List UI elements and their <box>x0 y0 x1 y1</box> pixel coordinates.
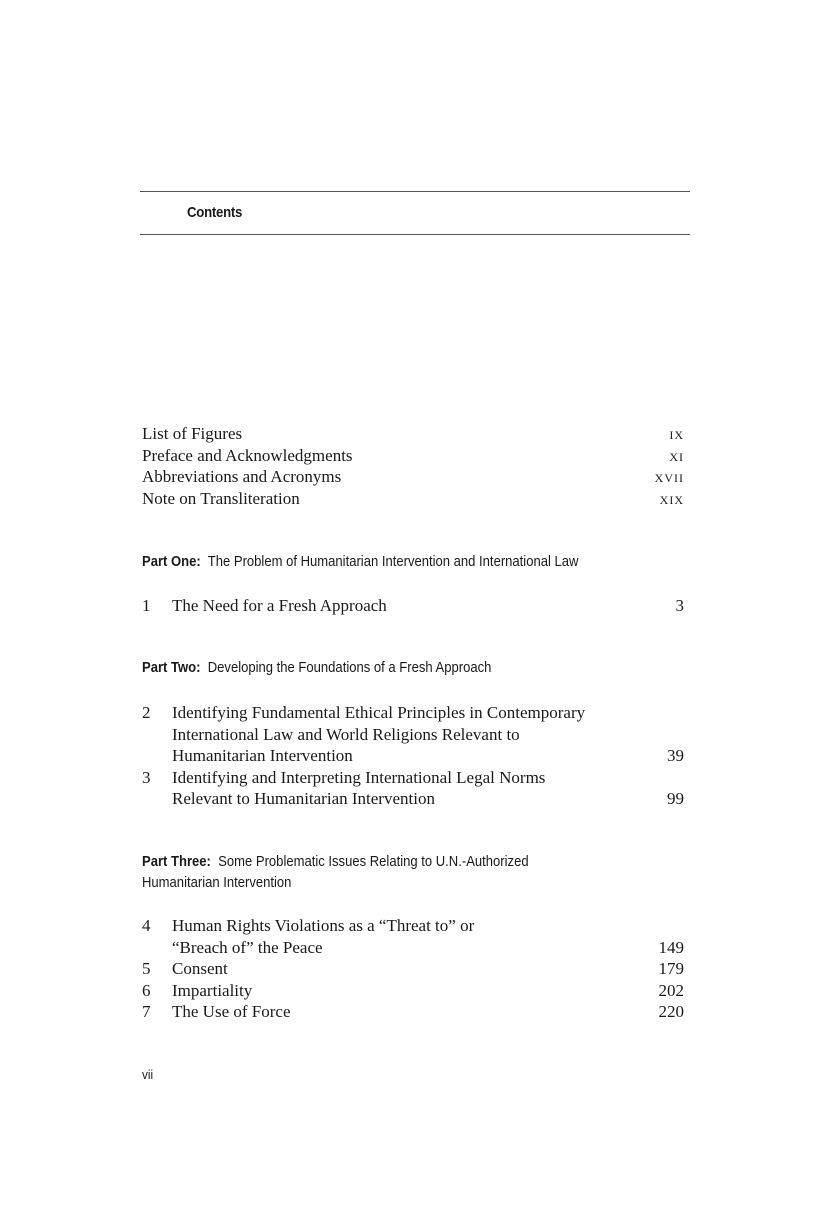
chapter-title-line: The Need for a Fresh Approach <box>172 596 387 615</box>
chapter-title-line: Identifying and Interpreting International Legal Norms <box>172 767 546 787</box>
chapter-number: 6 <box>142 980 151 1000</box>
chapter-page: 202 <box>658 980 684 1000</box>
toc-chapter-2[interactable] <box>142 702 684 767</box>
part-title: Humanitarian Intervention <box>142 875 292 891</box>
toc-chapter-5[interactable] <box>142 958 684 980</box>
top-rule <box>140 191 690 192</box>
part-label: Part Two: <box>142 660 201 676</box>
chapter-title-line: Humanitarian Intervention <box>172 746 353 766</box>
toc-chapter-1[interactable] <box>142 595 684 617</box>
part-two-chapters <box>142 702 684 810</box>
toc-entry-title: Note on Transliteration <box>142 488 300 508</box>
toc-entry-page: ix <box>669 424 684 443</box>
toc-entry-transliteration[interactable] <box>142 488 684 510</box>
chapter-number: 7 <box>142 1002 151 1022</box>
chapter-title <box>172 702 644 767</box>
chapter-number: 4 <box>142 916 151 935</box>
toc-entry-page: xvii <box>654 467 684 487</box>
page-title: Contents <box>187 204 243 221</box>
toc-entry-abbreviations[interactable] <box>142 466 684 488</box>
toc-entry-page: xix <box>659 488 684 508</box>
toc-chapter-4[interactable] <box>142 915 684 958</box>
part-title: Some Problematic Issues Relating to U.N.-Authorized <box>218 854 529 870</box>
toc-chapter-3[interactable] <box>142 767 684 810</box>
chapter-title-line: Impartiality <box>172 980 253 1000</box>
toc-entry-title: Preface and Acknowledgments <box>142 445 353 465</box>
chapter-number: 1 <box>142 596 151 615</box>
part-title: Developing the Foundations of a Fresh Approach <box>207 660 492 676</box>
chapter-title <box>172 915 644 958</box>
chapter-title-line: The Use of Force <box>172 1002 291 1022</box>
front-matter-list <box>142 423 684 509</box>
part-label: Part Three: <box>142 854 211 870</box>
chapter-title-line: Consent <box>172 959 228 979</box>
part-title: The Problem of Humanitarian Intervention and International Law <box>207 554 579 570</box>
chapter-title <box>172 980 644 1002</box>
part-one-chapters <box>142 595 684 617</box>
chapter-page: 99 <box>667 789 684 809</box>
toc-entry-title: Abbreviations and Acronyms <box>142 467 342 487</box>
chapter-page: 179 <box>658 959 684 979</box>
chapter-title-line: Human Rights Violations as a “Threat to” or <box>172 916 475 935</box>
chapter-title <box>172 1001 644 1023</box>
chapter-number: 2 <box>142 703 151 722</box>
toc-entry-title: List of Figures <box>142 424 243 443</box>
part-heading-two <box>142 658 646 679</box>
chapter-page: 3 <box>675 596 684 615</box>
chapter-number: 3 <box>142 767 151 787</box>
part-three-chapters <box>142 915 684 1023</box>
chapter-title-line: Relevant to Humanitarian Intervention <box>172 789 435 809</box>
toc-entry-preface[interactable] <box>142 445 684 467</box>
part-heading-one <box>142 552 646 573</box>
part-label: Part One: <box>142 554 201 570</box>
chapter-number: 5 <box>142 959 151 979</box>
page-number: vii <box>142 1067 154 1082</box>
chapter-page: 220 <box>658 1002 684 1022</box>
toc-entry-page: xi <box>669 445 684 465</box>
part-heading-three <box>142 852 646 894</box>
chapter-page: 149 <box>658 937 684 957</box>
toc-chapter-6[interactable] <box>142 980 684 1002</box>
chapter-title <box>172 767 644 810</box>
bottom-rule <box>140 234 690 235</box>
toc-entry-list-of-figures[interactable] <box>142 423 684 445</box>
chapter-page: 39 <box>667 746 684 766</box>
toc-chapter-7[interactable] <box>142 1001 684 1023</box>
chapter-title <box>172 595 644 617</box>
chapter-title-line: “Breach of” the Peace <box>172 937 323 957</box>
chapter-title <box>172 958 644 980</box>
chapter-title-line: Identifying Fundamental Ethical Principles in Contemporary <box>172 703 586 722</box>
chapter-title-line: International Law and World Religions Relevant to <box>172 724 520 744</box>
